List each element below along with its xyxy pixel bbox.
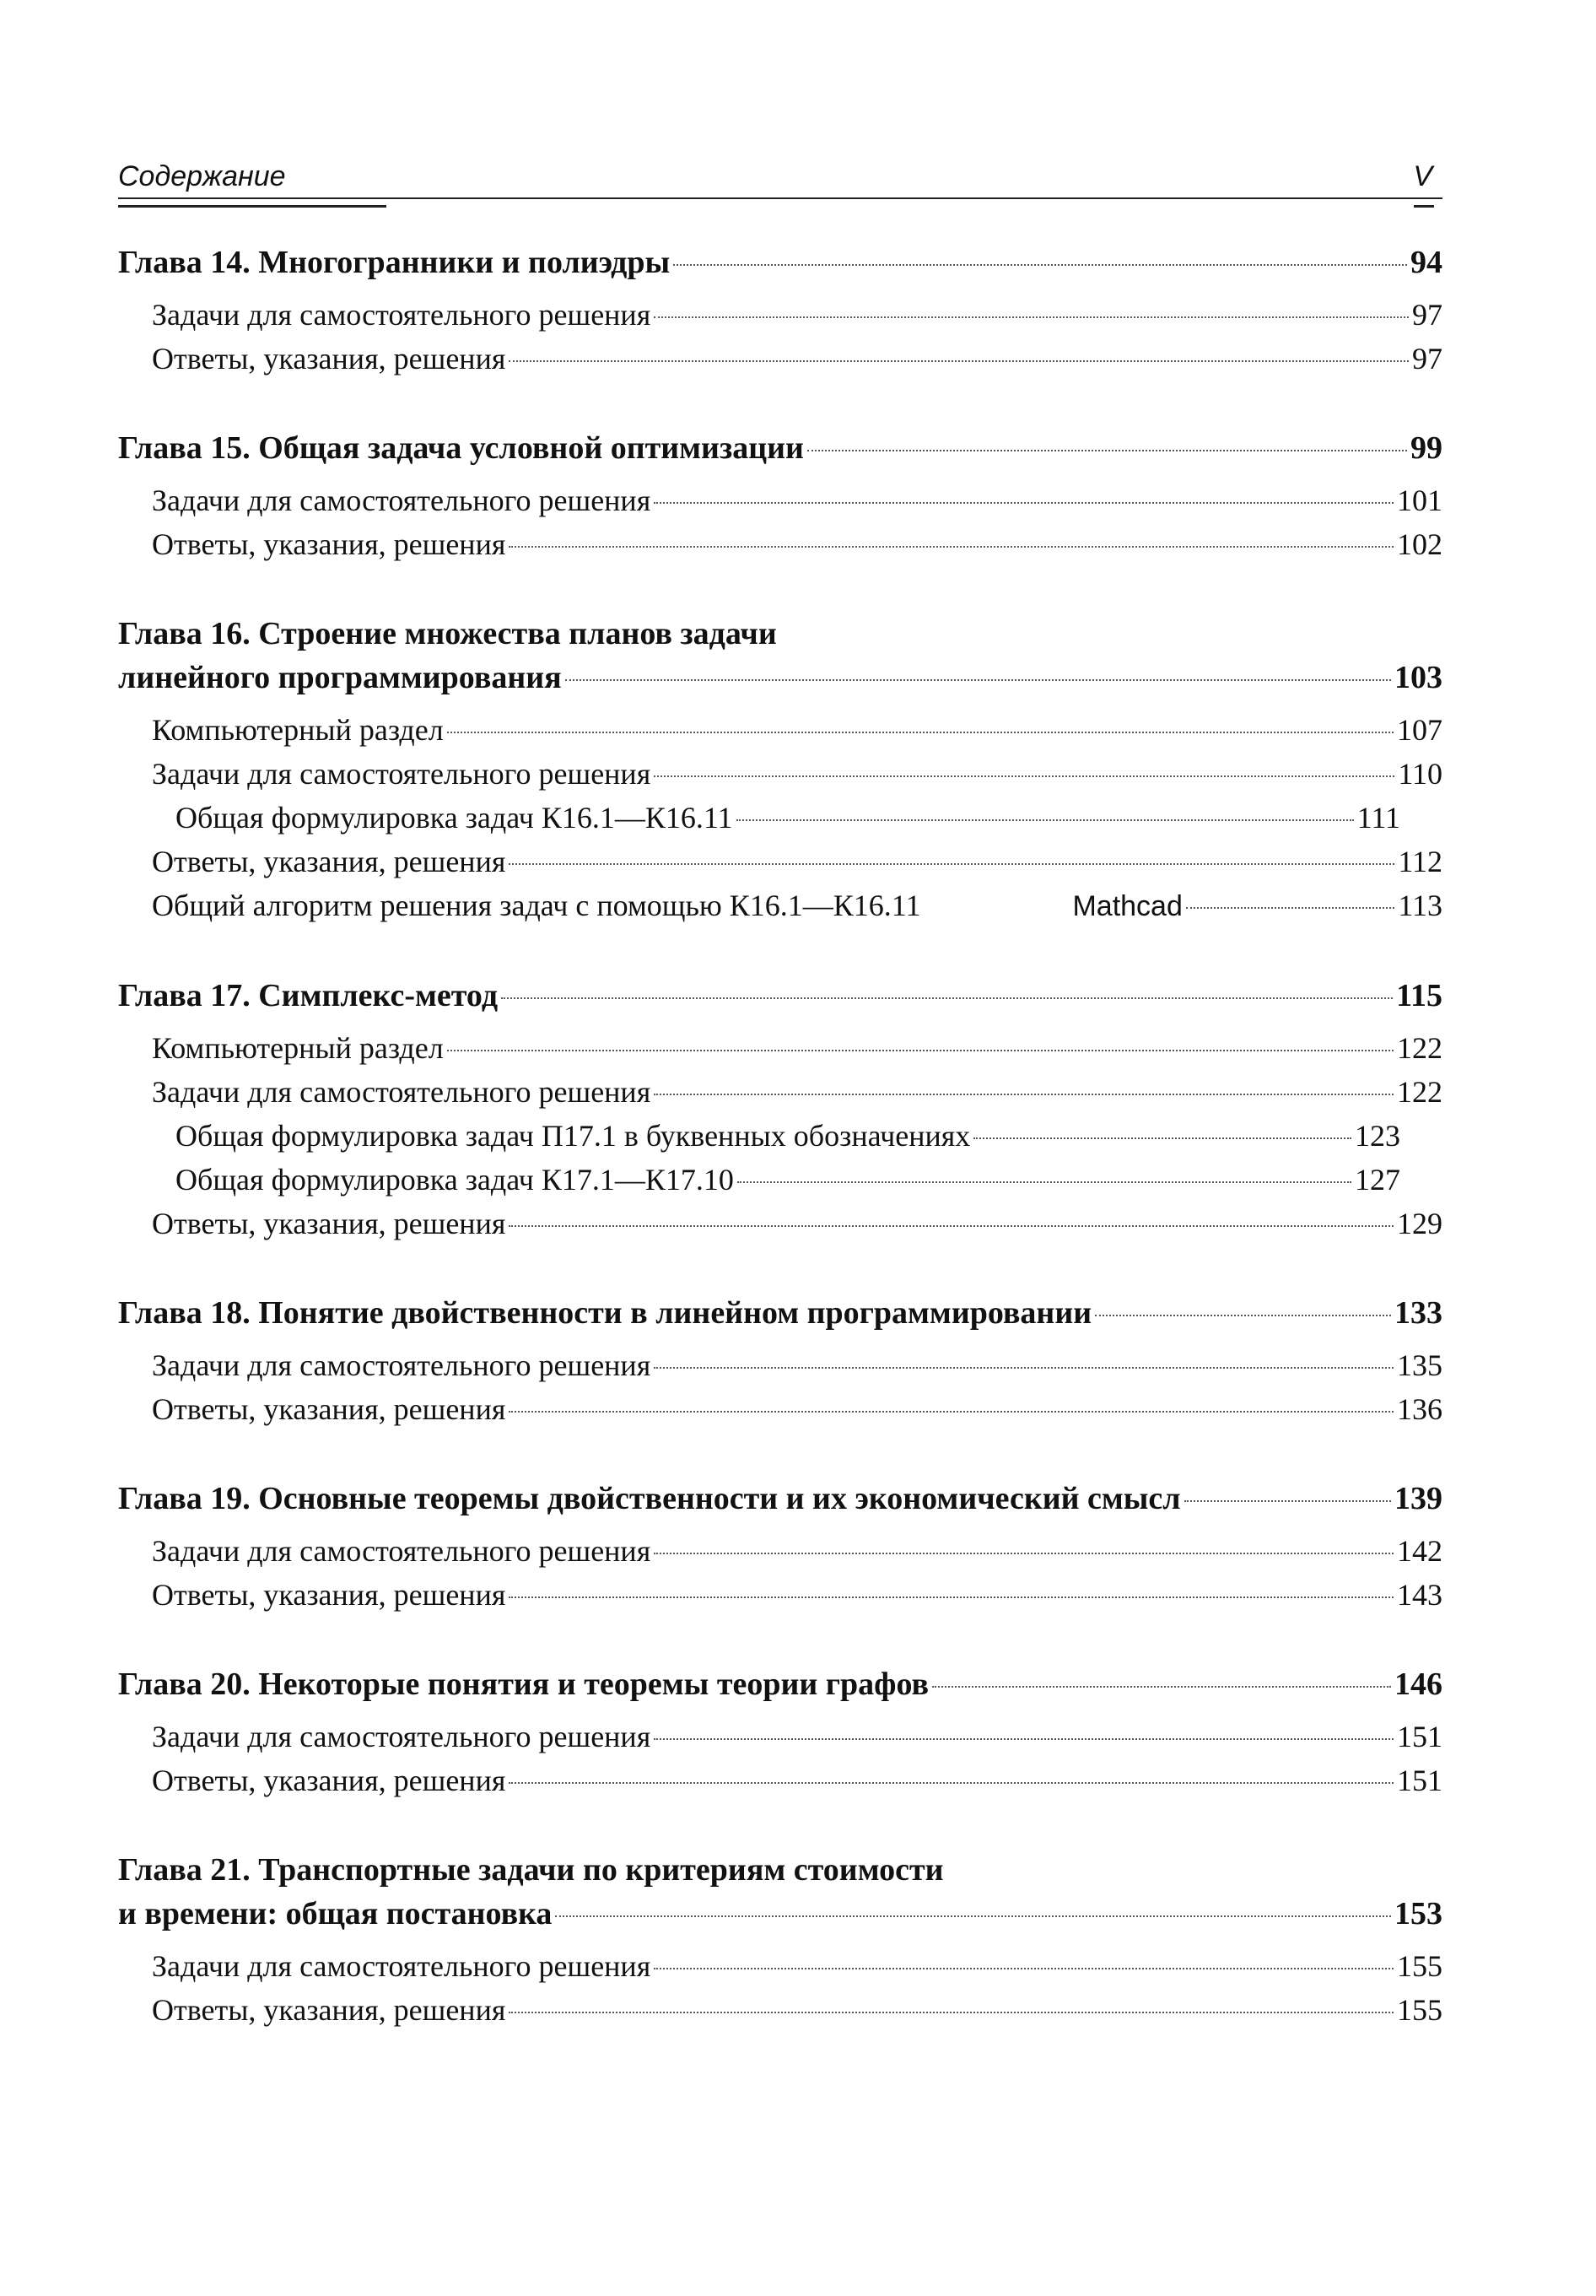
toc-entry [118, 478, 1442, 522]
entry-software-name: Mathcad [1072, 890, 1183, 922]
dot-leader [509, 863, 1394, 865]
dot-leader [565, 679, 1391, 681]
dot-leader [654, 316, 1409, 318]
entry-label: Ответы, указания, решения [152, 845, 506, 878]
dot-leader [447, 732, 1394, 733]
entry-label: Ответы, указания, решения [152, 1993, 506, 2027]
dot-leader [807, 450, 1407, 451]
entry-page-number: 142 [1397, 1534, 1442, 1568]
entry-label: Задачи для самостоятельного решения [152, 1949, 651, 1983]
entry-page-number: 143 [1397, 1578, 1442, 1612]
toc-entry [118, 1988, 1442, 2032]
entry-page-number: 155 [1397, 1993, 1442, 2027]
entry-page-number: 123 [1355, 1119, 1400, 1153]
dot-leader [509, 1225, 1394, 1227]
toc-entry [118, 337, 1442, 381]
toc-chapter [118, 612, 1442, 928]
dot-leader [501, 997, 1393, 999]
toc-entry [118, 293, 1442, 337]
toc-entry [118, 1070, 1442, 1114]
entry-label: Общая формулировка задач К17.1—К17.10 [175, 1163, 734, 1197]
toc-chapter [118, 1662, 1442, 1802]
entry-page-number: 122 [1397, 1075, 1442, 1109]
toc-chapter [118, 426, 1442, 566]
dot-leader [932, 1686, 1391, 1688]
toc-entry [118, 1202, 1442, 1245]
entry-page-number: 107 [1397, 713, 1442, 747]
chapter-page-number: 99 [1410, 430, 1442, 466]
entry-label: Задачи для самостоятельного решения [152, 1075, 651, 1109]
table-of-contents [118, 240, 1442, 2077]
entry-label: Задачи для самостоятельного решения [152, 1348, 651, 1382]
entry-label: Ответы, указания, решения [152, 1207, 506, 1240]
chapter-title: Глава 17. Симплекс-метод [118, 978, 499, 1013]
entry-label: Компьютерный раздел [152, 1031, 444, 1065]
toc-chapter [118, 1848, 1442, 2032]
chapter-title: Глава 14. Многогранники и полиэдры [118, 245, 671, 280]
chapter-title-row [118, 426, 1442, 470]
chapter-page-number: 94 [1410, 245, 1442, 280]
chapter-title-row [118, 1892, 1442, 1936]
toc-entry [118, 883, 1442, 928]
toc-entry [118, 752, 1442, 796]
chapter-title: Глава 18. Понятие двойственности в линейном программировании [118, 1295, 1092, 1331]
entry-page-number: 97 [1412, 342, 1442, 375]
chapter-page-number: 103 [1394, 660, 1442, 695]
chapter-title-row [118, 1662, 1442, 1706]
toc-chapter [118, 240, 1442, 381]
toc-entry [118, 840, 1442, 883]
entry-label: Ответы, указания, решения [152, 1578, 506, 1612]
entry-page-number: 110 [1398, 757, 1442, 791]
entry-page-number: 129 [1397, 1207, 1442, 1240]
entry-label: Общая формулировка задач П17.1 в буквенных обозначениях [175, 1119, 971, 1153]
chapter-title-row [118, 1477, 1442, 1521]
dot-leader [654, 1553, 1394, 1554]
dot-leader [973, 1137, 1351, 1139]
entry-label: Ответы, указания, решения [152, 1764, 506, 1797]
toc-entry [118, 1343, 1442, 1387]
chapter-page-number: 146 [1394, 1667, 1442, 1702]
chapter-title: и времени: общая постановка [118, 1896, 553, 1931]
toc-entry [118, 1026, 1442, 1070]
toc-entry [118, 1529, 1442, 1573]
entry-page-number: 151 [1397, 1720, 1442, 1753]
chapter-title-line: Глава 16. Строение множества планов задачи [118, 616, 777, 651]
entry-page-number: 101 [1397, 484, 1442, 517]
toc-entry [118, 1758, 1442, 1802]
dot-leader [654, 1738, 1394, 1740]
dot-leader [447, 1050, 1394, 1051]
entry-label: Общий алгоритм решения задач с помощью К16.1—К16.11 [152, 889, 921, 922]
dot-leader [1095, 1315, 1391, 1316]
chapter-title: линейного программирования [118, 660, 562, 695]
dot-leader [654, 1367, 1394, 1369]
chapter-title-row [118, 656, 1442, 700]
entry-label: Задачи для самостоятельного решения [152, 484, 651, 517]
running-header-page-number-underline [1414, 205, 1434, 208]
chapter-title-row [118, 1291, 1442, 1335]
chapter-page-number: 153 [1394, 1896, 1442, 1931]
dot-leader [673, 264, 1407, 266]
entry-label: Задачи для самостоятельного решения [152, 298, 651, 332]
entry-page-number: 102 [1397, 527, 1442, 561]
entry-page-number: 155 [1397, 1949, 1442, 1983]
entry-label: Задачи для самостоятельного решения [152, 1720, 651, 1753]
toc-subentry [118, 796, 1442, 840]
dot-leader [737, 1181, 1351, 1183]
chapter-title-line: Глава 21. Транспортные задачи по критериям стоимости [118, 1852, 944, 1888]
dot-leader [654, 1094, 1394, 1095]
dot-leader [509, 1782, 1394, 1784]
dot-leader [509, 1596, 1394, 1598]
entry-label: Общая формулировка задач К16.1—К16.11 [175, 801, 733, 835]
entry-page-number: 97 [1412, 298, 1442, 332]
chapter-page-number: 133 [1394, 1295, 1442, 1331]
toc-chapter [118, 1291, 1442, 1431]
toc-entry [118, 1573, 1442, 1617]
dot-leader [654, 775, 1394, 777]
dot-leader [654, 1968, 1394, 1969]
entry-label: Ответы, указания, решения [152, 1392, 506, 1426]
toc-entry [118, 522, 1442, 566]
toc-entry [118, 1387, 1442, 1431]
entry-page-number: 122 [1397, 1031, 1442, 1065]
dot-leader [509, 2012, 1394, 2013]
toc-entry [118, 1944, 1442, 1988]
entry-page-number: 127 [1355, 1163, 1400, 1197]
chapter-page-number: 139 [1394, 1481, 1442, 1516]
dot-leader [509, 360, 1409, 362]
running-header-title-underline [118, 205, 386, 208]
dot-leader [736, 819, 1354, 821]
entry-label: Ответы, указания, решения [152, 527, 506, 561]
entry-page-number: 136 [1397, 1392, 1442, 1426]
dot-leader [1184, 1500, 1391, 1502]
entry-label: Компьютерный раздел [152, 713, 444, 747]
chapter-page-number: 115 [1396, 978, 1442, 1013]
entry-page-number: 112 [1398, 845, 1442, 878]
toc-subentry [118, 1158, 1442, 1202]
running-header-page-number: V [1413, 160, 1432, 192]
chapter-title-row [118, 240, 1442, 284]
entry-label: Задачи для самостоятельного решения [152, 757, 651, 791]
running-header [118, 160, 1442, 199]
toc-entry [118, 1715, 1442, 1758]
dot-leader [509, 546, 1394, 548]
chapter-title-row [118, 974, 1442, 1018]
toc-entry [118, 708, 1442, 752]
toc-subentry [118, 1114, 1442, 1158]
chapter-title: Глава 15. Общая задача условной оптимизации [118, 430, 804, 466]
toc-chapter [118, 974, 1442, 1245]
chapter-title: Глава 20. Некоторые понятия и теоремы теории графов [118, 1667, 930, 1702]
entry-label: Задачи для самостоятельного решения [152, 1534, 651, 1568]
chapter-title: Глава 19. Основные теоремы двойственности и их экономический смысл [118, 1481, 1181, 1516]
entry-page-number: 135 [1397, 1348, 1442, 1382]
dot-leader [555, 1915, 1391, 1917]
entry-page-number: 113 [1398, 889, 1442, 922]
entry-page-number: 111 [1356, 801, 1400, 835]
entry-page-number: 151 [1397, 1764, 1442, 1797]
toc-chapter [118, 1477, 1442, 1617]
running-header-title: Содержание [118, 160, 286, 192]
entry-label: Ответы, указания, решения [152, 342, 506, 375]
dot-leader [1186, 907, 1394, 909]
dot-leader [654, 502, 1394, 504]
dot-leader [509, 1411, 1394, 1413]
